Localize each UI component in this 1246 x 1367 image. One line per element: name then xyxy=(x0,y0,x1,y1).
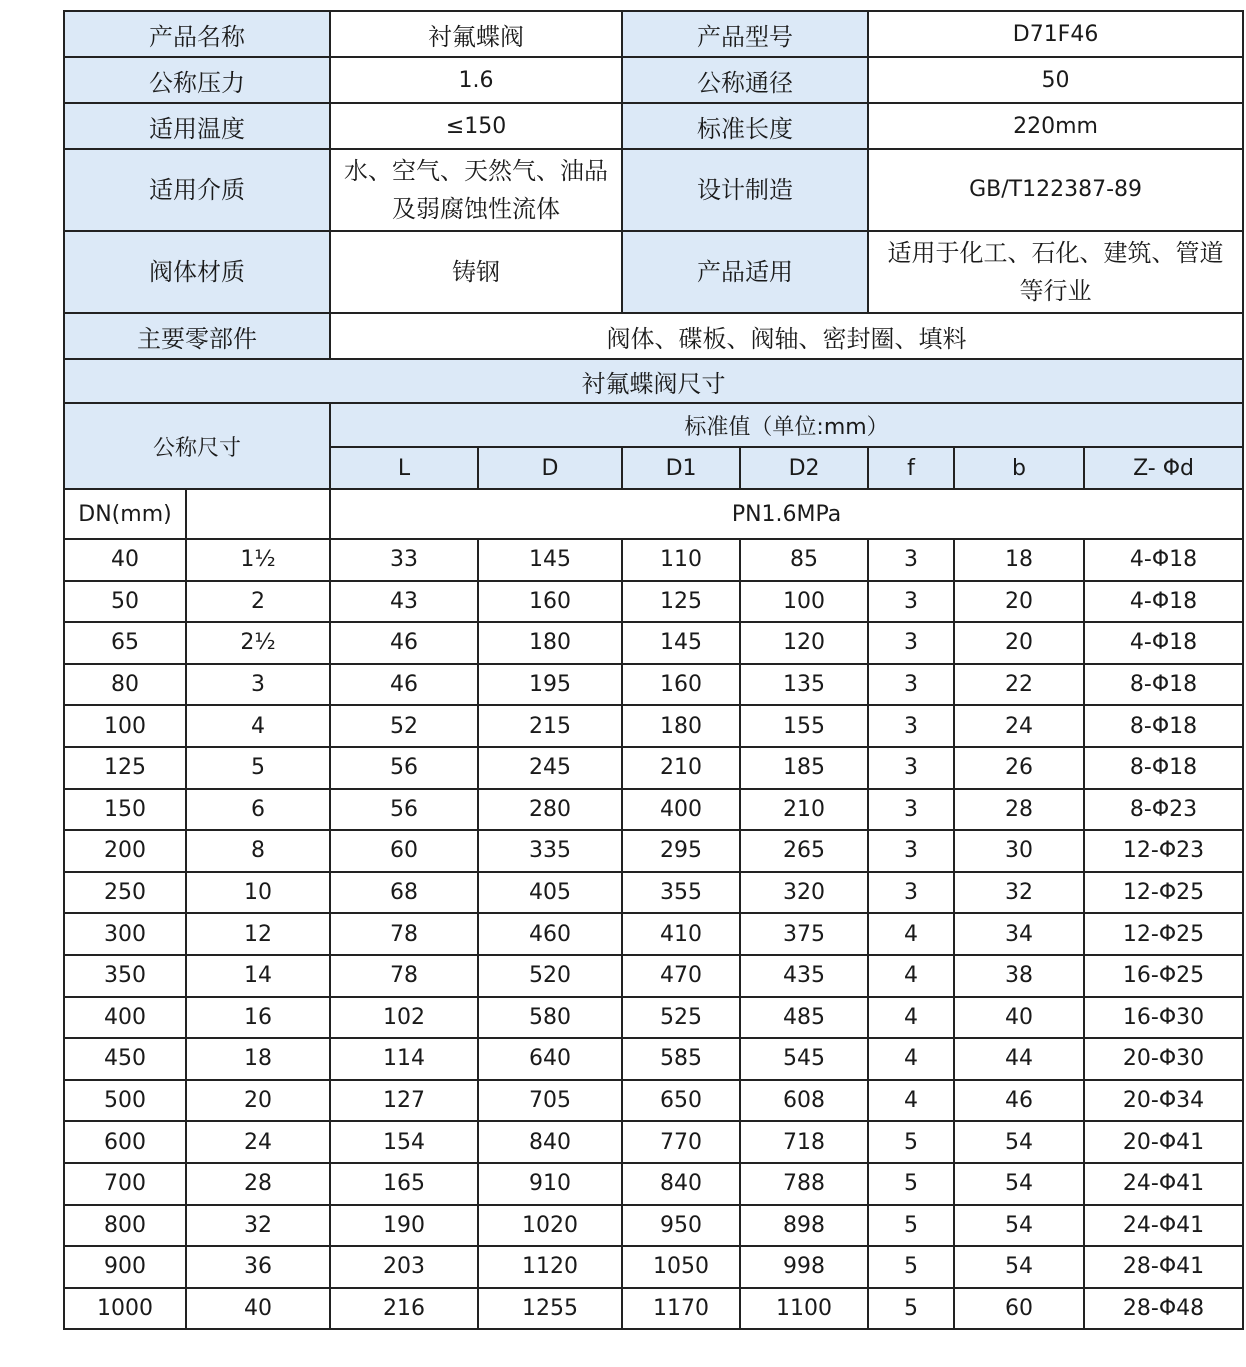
cell-d1: 525 xyxy=(622,997,740,1039)
table-row xyxy=(64,830,1243,872)
cell-dn: 40 xyxy=(64,539,186,581)
cell-f: 4 xyxy=(868,1080,954,1122)
cell-z-phid: 8-Φ23 xyxy=(1084,789,1243,831)
cell-inch: 24 xyxy=(186,1121,330,1163)
cell-d: 405 xyxy=(478,872,622,914)
inch-label-empty xyxy=(186,489,330,539)
cell-dn: 400 xyxy=(64,997,186,1039)
cell-d2: 185 xyxy=(740,747,868,789)
cell-f: 5 xyxy=(868,1121,954,1163)
cell-d2: 485 xyxy=(740,997,868,1039)
table-row xyxy=(64,955,1243,997)
col-header-d1: D1 xyxy=(622,447,740,489)
cell-z-phid: 4-Φ18 xyxy=(1084,539,1243,581)
temp-value: ≤150 xyxy=(330,103,622,149)
table-row xyxy=(64,664,1243,706)
table-row xyxy=(64,1038,1243,1080)
cell-l: 60 xyxy=(330,830,478,872)
col-header-f: f xyxy=(868,447,954,489)
table-row xyxy=(64,705,1243,747)
cell-dn: 350 xyxy=(64,955,186,997)
cell-d2: 135 xyxy=(740,664,868,706)
cell-l: 43 xyxy=(330,581,478,623)
length-label: 标准长度 xyxy=(622,103,868,149)
cell-b: 40 xyxy=(954,997,1084,1039)
table-row xyxy=(64,789,1243,831)
cell-b: 54 xyxy=(954,1246,1084,1288)
cell-d1: 125 xyxy=(622,581,740,623)
pressure-value: 1.6 xyxy=(330,57,622,103)
table-row xyxy=(64,539,1243,581)
cell-b: 54 xyxy=(954,1205,1084,1247)
cell-f: 3 xyxy=(868,789,954,831)
cell-z-phid: 12-Φ25 xyxy=(1084,872,1243,914)
table-row xyxy=(64,1246,1243,1288)
cell-d1: 650 xyxy=(622,1080,740,1122)
cell-b: 22 xyxy=(954,664,1084,706)
cell-l: 114 xyxy=(330,1038,478,1080)
cell-dn: 450 xyxy=(64,1038,186,1080)
cell-d2: 1100 xyxy=(740,1288,868,1330)
cell-z-phid: 16-Φ30 xyxy=(1084,997,1243,1039)
cell-d1: 840 xyxy=(622,1163,740,1205)
cell-d: 640 xyxy=(478,1038,622,1080)
material-label: 阀体材质 xyxy=(64,231,330,313)
cell-b: 32 xyxy=(954,872,1084,914)
cell-inch: 10 xyxy=(186,872,330,914)
cell-f: 3 xyxy=(868,581,954,623)
cell-dn: 100 xyxy=(64,705,186,747)
col-header-b: b xyxy=(954,447,1084,489)
col-header-l: L xyxy=(330,447,478,489)
application-value: 适用于化工、石化、建筑、管道等行业 xyxy=(868,231,1243,313)
medium-value: 水、空气、天然气、油品及弱腐蚀性流体 xyxy=(330,149,622,231)
cell-dn: 80 xyxy=(64,664,186,706)
cell-d: 160 xyxy=(478,581,622,623)
cell-b: 20 xyxy=(954,622,1084,664)
cell-d1: 180 xyxy=(622,705,740,747)
cell-dn: 50 xyxy=(64,581,186,623)
cell-z-phid: 28-Φ48 xyxy=(1084,1288,1243,1330)
cell-dn: 200 xyxy=(64,830,186,872)
bore-label: 公称通径 xyxy=(622,57,868,103)
cell-l: 203 xyxy=(330,1246,478,1288)
cell-d2: 375 xyxy=(740,913,868,955)
cell-b: 30 xyxy=(954,830,1084,872)
cell-b: 38 xyxy=(954,955,1084,997)
cell-dn: 125 xyxy=(64,747,186,789)
table-row xyxy=(64,1205,1243,1247)
temp-label: 适用温度 xyxy=(64,103,330,149)
cell-d1: 1170 xyxy=(622,1288,740,1330)
cell-z-phid: 24-Φ41 xyxy=(1084,1205,1243,1247)
cell-d1: 210 xyxy=(622,747,740,789)
cell-d2: 998 xyxy=(740,1246,868,1288)
table-row xyxy=(64,1288,1243,1330)
cell-d: 245 xyxy=(478,747,622,789)
cell-d2: 788 xyxy=(740,1163,868,1205)
cell-dn: 150 xyxy=(64,789,186,831)
cell-b: 60 xyxy=(954,1288,1084,1330)
dn-label: DN(mm) xyxy=(64,489,186,539)
cell-d2: 265 xyxy=(740,830,868,872)
cell-d: 215 xyxy=(478,705,622,747)
cell-z-phid: 12-Φ23 xyxy=(1084,830,1243,872)
length-value: 220mm xyxy=(868,103,1243,149)
cell-d: 580 xyxy=(478,997,622,1039)
cell-dn: 900 xyxy=(64,1246,186,1288)
cell-l: 68 xyxy=(330,872,478,914)
cell-inch: 14 xyxy=(186,955,330,997)
cell-l: 52 xyxy=(330,705,478,747)
cell-inch: 28 xyxy=(186,1163,330,1205)
cell-dn: 300 xyxy=(64,913,186,955)
cell-inch: 12 xyxy=(186,913,330,955)
cell-z-phid: 4-Φ18 xyxy=(1084,581,1243,623)
cell-d1: 585 xyxy=(622,1038,740,1080)
cell-dn: 700 xyxy=(64,1163,186,1205)
cell-dn: 65 xyxy=(64,622,186,664)
cell-l: 190 xyxy=(330,1205,478,1247)
cell-b: 46 xyxy=(954,1080,1084,1122)
cell-f: 3 xyxy=(868,872,954,914)
cell-d1: 1050 xyxy=(622,1246,740,1288)
cell-f: 4 xyxy=(868,1038,954,1080)
medium-label: 适用介质 xyxy=(64,149,330,231)
cell-d2: 100 xyxy=(740,581,868,623)
table-row xyxy=(64,622,1243,664)
cell-f: 5 xyxy=(868,1246,954,1288)
cell-l: 33 xyxy=(330,539,478,581)
cell-f: 3 xyxy=(868,664,954,706)
cell-b: 54 xyxy=(954,1121,1084,1163)
cell-l: 46 xyxy=(330,622,478,664)
cell-d2: 435 xyxy=(740,955,868,997)
cell-d2: 85 xyxy=(740,539,868,581)
cell-d: 335 xyxy=(478,830,622,872)
table-row xyxy=(64,1080,1243,1122)
cell-d1: 295 xyxy=(622,830,740,872)
cell-f: 3 xyxy=(868,830,954,872)
cell-l: 56 xyxy=(330,789,478,831)
cell-d1: 145 xyxy=(622,622,740,664)
cell-l: 78 xyxy=(330,955,478,997)
col-header-d2: D2 xyxy=(740,447,868,489)
cell-z-phid: 20-Φ30 xyxy=(1084,1038,1243,1080)
table-row xyxy=(64,581,1243,623)
cell-dn: 800 xyxy=(64,1205,186,1247)
nominal-size-label: 公称尺寸 xyxy=(64,403,330,489)
cell-b: 28 xyxy=(954,789,1084,831)
cell-d2: 718 xyxy=(740,1121,868,1163)
cell-f: 5 xyxy=(868,1205,954,1247)
cell-inch: 6 xyxy=(186,789,330,831)
material-value: 铸钢 xyxy=(330,231,622,313)
design-value: GB/T122387-89 xyxy=(868,149,1243,231)
cell-l: 165 xyxy=(330,1163,478,1205)
cell-l: 102 xyxy=(330,997,478,1039)
cell-z-phid: 8-Φ18 xyxy=(1084,747,1243,789)
cell-f: 3 xyxy=(868,705,954,747)
cell-d1: 160 xyxy=(622,664,740,706)
cell-d: 1255 xyxy=(478,1288,622,1330)
cell-d: 520 xyxy=(478,955,622,997)
table-row xyxy=(64,997,1243,1039)
product-name-label: 产品名称 xyxy=(64,11,330,57)
cell-d1: 400 xyxy=(622,789,740,831)
cell-inch: 18 xyxy=(186,1038,330,1080)
cell-inch: 5 xyxy=(186,747,330,789)
cell-d: 705 xyxy=(478,1080,622,1122)
cell-f: 5 xyxy=(868,1163,954,1205)
cell-z-phid: 28-Φ41 xyxy=(1084,1246,1243,1288)
table-row xyxy=(64,747,1243,789)
cell-inch: 2 xyxy=(186,581,330,623)
table-row xyxy=(64,913,1243,955)
cell-d2: 545 xyxy=(740,1038,868,1080)
cell-z-phid: 20-Φ41 xyxy=(1084,1121,1243,1163)
cell-l: 78 xyxy=(330,913,478,955)
parts-value: 阀体、碟板、阀轴、密封圈、填料 xyxy=(330,313,1243,359)
cell-inch: 2½ xyxy=(186,622,330,664)
product-name-value: 衬氟蝶阀 xyxy=(330,11,622,57)
cell-f: 5 xyxy=(868,1288,954,1330)
cell-z-phid: 4-Φ18 xyxy=(1084,622,1243,664)
cell-b: 20 xyxy=(954,581,1084,623)
cell-d2: 898 xyxy=(740,1205,868,1247)
col-header-z-phid: Z- Φd xyxy=(1084,447,1243,489)
cell-z-phid: 20-Φ34 xyxy=(1084,1080,1243,1122)
cell-b: 34 xyxy=(954,913,1084,955)
cell-f: 4 xyxy=(868,913,954,955)
cell-d: 195 xyxy=(478,664,622,706)
cell-d: 1120 xyxy=(478,1246,622,1288)
cell-inch: 40 xyxy=(186,1288,330,1330)
cell-z-phid: 16-Φ25 xyxy=(1084,955,1243,997)
cell-inch: 4 xyxy=(186,705,330,747)
cell-z-phid: 24-Φ41 xyxy=(1084,1163,1243,1205)
cell-d2: 120 xyxy=(740,622,868,664)
design-label: 设计制造 xyxy=(622,149,868,231)
cell-d2: 210 xyxy=(740,789,868,831)
cell-d: 145 xyxy=(478,539,622,581)
cell-d: 1020 xyxy=(478,1205,622,1247)
cell-dn: 500 xyxy=(64,1080,186,1122)
cell-b: 54 xyxy=(954,1163,1084,1205)
cell-l: 127 xyxy=(330,1080,478,1122)
cell-d: 840 xyxy=(478,1121,622,1163)
cell-f: 4 xyxy=(868,955,954,997)
cell-dn: 250 xyxy=(64,872,186,914)
cell-dn: 1000 xyxy=(64,1288,186,1330)
cell-d2: 155 xyxy=(740,705,868,747)
cell-inch: 20 xyxy=(186,1080,330,1122)
cell-inch: 1½ xyxy=(186,539,330,581)
cell-f: 3 xyxy=(868,539,954,581)
cell-l: 216 xyxy=(330,1288,478,1330)
cell-dn: 600 xyxy=(64,1121,186,1163)
cell-inch: 16 xyxy=(186,997,330,1039)
table-row xyxy=(64,1121,1243,1163)
cell-d: 910 xyxy=(478,1163,622,1205)
cell-b: 18 xyxy=(954,539,1084,581)
cell-inch: 3 xyxy=(186,664,330,706)
application-label: 产品适用 xyxy=(622,231,868,313)
table-row xyxy=(64,872,1243,914)
model-value: D71F46 xyxy=(868,11,1243,57)
bore-value: 50 xyxy=(868,57,1243,103)
cell-inch: 8 xyxy=(186,830,330,872)
pressure-label: 公称压力 xyxy=(64,57,330,103)
cell-z-phid: 12-Φ25 xyxy=(1084,913,1243,955)
dimension-title: 衬氟蝶阀尺寸 xyxy=(64,359,1243,403)
cell-f: 4 xyxy=(868,997,954,1039)
cell-d1: 950 xyxy=(622,1205,740,1247)
cell-d1: 110 xyxy=(622,539,740,581)
cell-l: 56 xyxy=(330,747,478,789)
cell-d1: 470 xyxy=(622,955,740,997)
cell-z-phid: 8-Φ18 xyxy=(1084,664,1243,706)
cell-z-phid: 8-Φ18 xyxy=(1084,705,1243,747)
cell-d1: 355 xyxy=(622,872,740,914)
cell-d: 180 xyxy=(478,622,622,664)
cell-d: 280 xyxy=(478,789,622,831)
cell-f: 3 xyxy=(868,622,954,664)
cell-b: 44 xyxy=(954,1038,1084,1080)
cell-d2: 608 xyxy=(740,1080,868,1122)
parts-label: 主要零部件 xyxy=(64,313,330,359)
cell-l: 154 xyxy=(330,1121,478,1163)
spec-table xyxy=(63,10,1244,1330)
cell-inch: 36 xyxy=(186,1246,330,1288)
cell-l: 46 xyxy=(330,664,478,706)
cell-d: 460 xyxy=(478,913,622,955)
col-header-d: D xyxy=(478,447,622,489)
standard-value-label: 标准值（单位:mm） xyxy=(330,403,1243,447)
cell-b: 24 xyxy=(954,705,1084,747)
table-row xyxy=(64,1163,1243,1205)
pressure-class: PN1.6MPa xyxy=(330,489,1243,539)
cell-f: 3 xyxy=(868,747,954,789)
cell-d1: 410 xyxy=(622,913,740,955)
model-label: 产品型号 xyxy=(622,11,868,57)
cell-b: 26 xyxy=(954,747,1084,789)
cell-d2: 320 xyxy=(740,872,868,914)
cell-d1: 770 xyxy=(622,1121,740,1163)
cell-inch: 32 xyxy=(186,1205,330,1247)
